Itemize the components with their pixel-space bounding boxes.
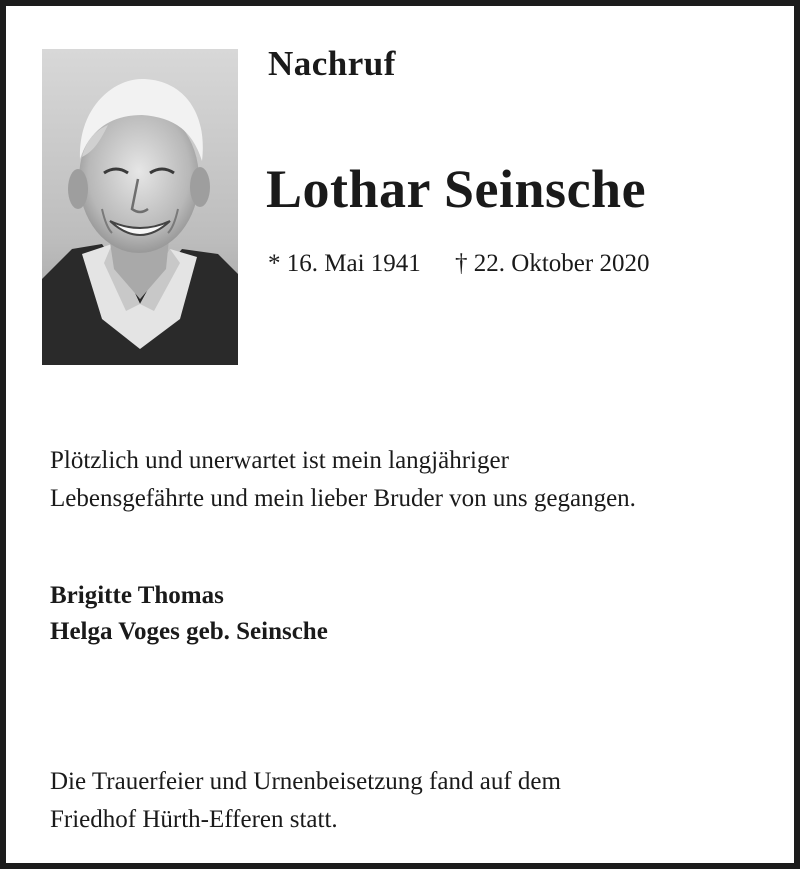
life-dates xyxy=(268,250,649,278)
message-line: Lebensgefährte und mein lieber Bruder von uns gegangen. xyxy=(50,485,636,512)
condolence-message xyxy=(50,442,770,518)
notice-header-label: Nachruf xyxy=(268,44,396,83)
funeral-info-line: Friedhof Hürth-Efferen statt. xyxy=(50,806,338,833)
portrait-image xyxy=(42,49,238,365)
portrait-photo xyxy=(42,49,238,365)
death-date: † 22. Oktober 2020 xyxy=(455,250,650,277)
funeral-info-line: Die Trauerfeier und Urnenbeisetzung fand auf dem xyxy=(50,768,561,795)
signer-name: Helga Voges geb. Seinsche xyxy=(50,618,328,645)
birth-date: * 16. Mai 1941 xyxy=(268,250,421,277)
message-line: Plötzlich und unerwartet ist mein langjähriger xyxy=(50,447,509,474)
signer-name: Brigitte Thomas xyxy=(50,582,224,609)
funeral-info xyxy=(50,763,770,839)
deceased-name: Lothar Seinsche xyxy=(266,159,647,219)
signers-list xyxy=(50,578,328,650)
